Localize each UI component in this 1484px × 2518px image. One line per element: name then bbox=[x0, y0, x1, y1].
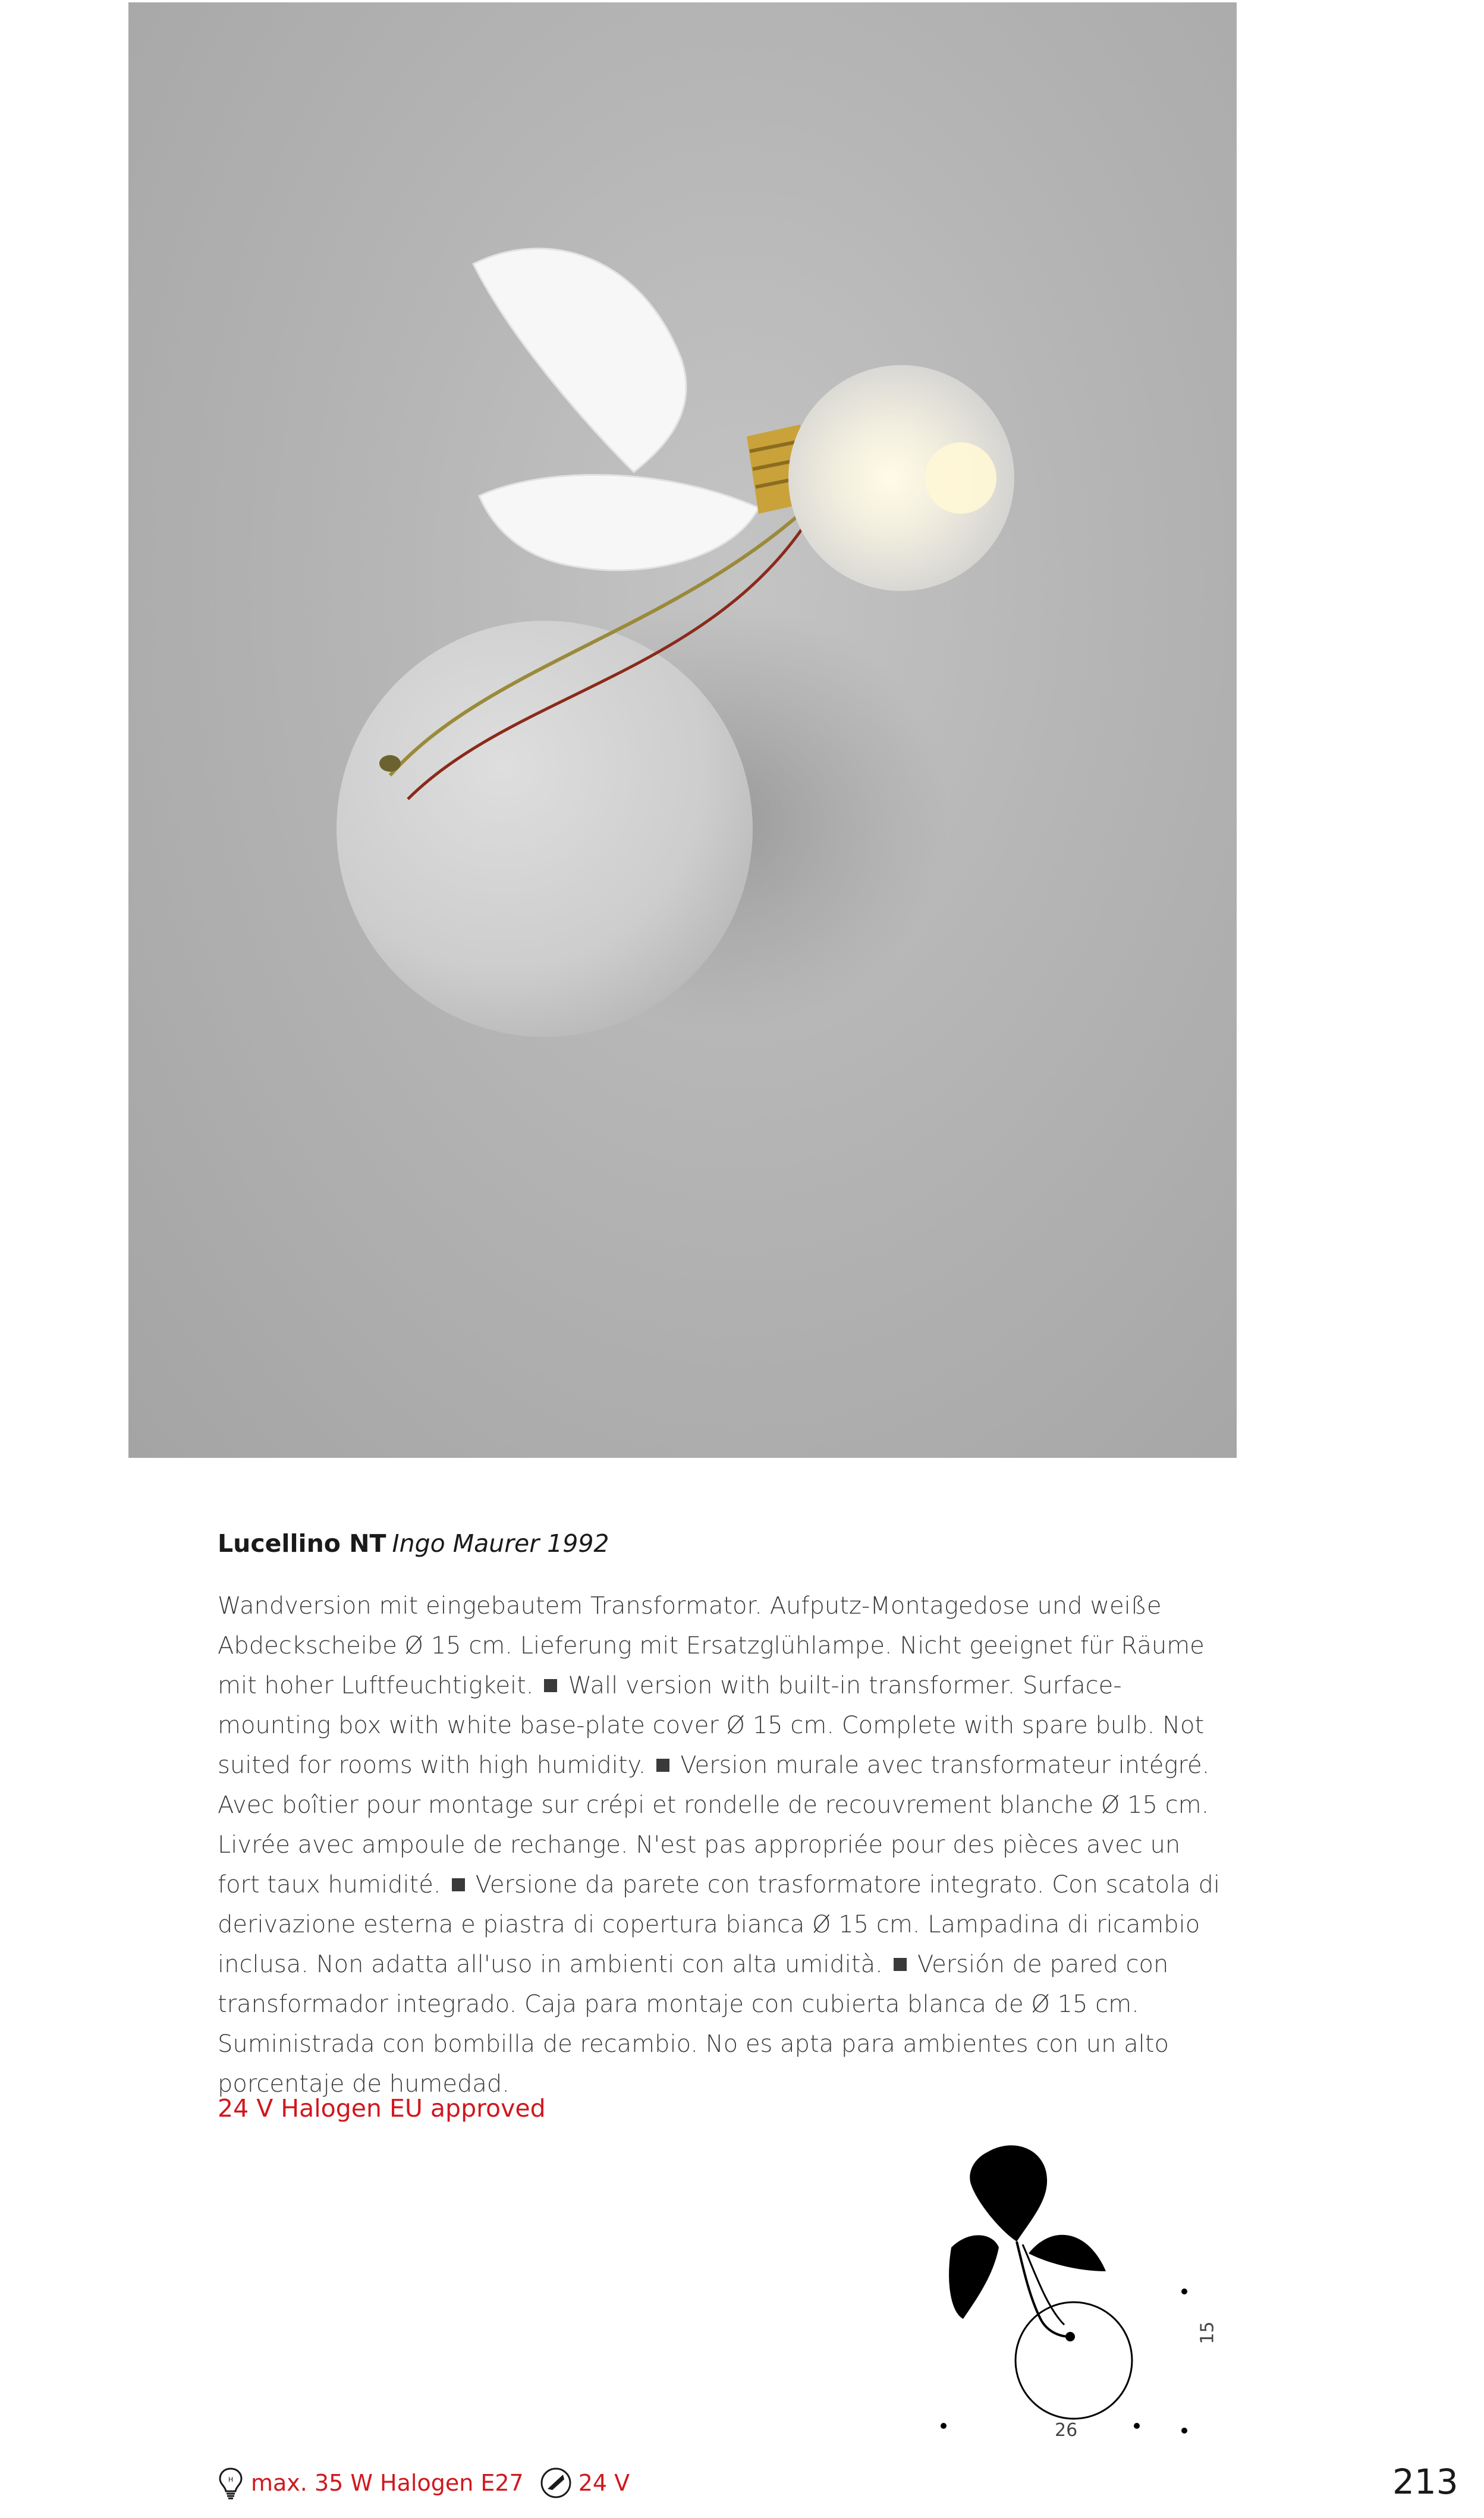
separator-square-icon bbox=[544, 1679, 557, 1692]
product-photo bbox=[128, 2, 1237, 1458]
dimension-width: 26 bbox=[1055, 2420, 1078, 2441]
product-heading bbox=[218, 1529, 609, 1558]
separator-square-icon bbox=[656, 1759, 669, 1772]
separator-square-icon bbox=[452, 1878, 465, 1891]
spec-footer bbox=[218, 2466, 630, 2500]
transformer-icon bbox=[539, 2466, 573, 2500]
svg-text:H: H bbox=[228, 2476, 234, 2484]
dimension-sketch bbox=[928, 2129, 1237, 2462]
voltage-spec: 24 V bbox=[578, 2470, 630, 2496]
bulb-spec: max. 35 W Halogen E27 bbox=[251, 2470, 524, 2496]
page-number: 213 bbox=[1392, 2462, 1458, 2502]
light-bulb-icon bbox=[218, 2466, 244, 2500]
description-fr: Version murale avec transformateur intégré. Avec boîtier pour montage sur crépi et rondelle de recouvrement blanche Ø 15 cm. Livrée avec ampoule de rechange. N'est pas appropriée pour des pièces avec un fort taux humidité. bbox=[218, 1752, 1210, 1898]
approval-note: 24 V Halogen EU approved bbox=[218, 2094, 546, 2123]
description-de: Wandversion mit eingebautem Transformator. Aufputz-Montagedose und weiße Abdeckscheibe Ø 15 cm. Lieferung mit Ersatzglühlampe. Nicht geeignet für Räume mit hoher Luftfeuchtigkeit. bbox=[218, 1592, 1205, 1699]
description-it: Versione da parete con trasformatore integrato. Con scatola di derivazione esterna e piastra di copertura bianca Ø 15 cm. Lampadina di ricambio inclusa. Non adatta all'uso in ambienti con alta umidità. bbox=[218, 1871, 1220, 1978]
product-designer: Ingo Maurer 1992 bbox=[392, 1529, 609, 1558]
dimension-height: 15 bbox=[1197, 2321, 1218, 2344]
description-en: Wall version with built-in transformer. Surface-mounting box with white base-plate cover Ø 15 cm. Complete with spare bulb. Not suited for rooms with high humidity. bbox=[218, 1672, 1205, 1779]
product-name: Lucellino NT bbox=[218, 1529, 386, 1558]
description-es: Versión de pared con transformador integrado. Caja para montaje con cubierta blanca de Ø 15 cm. Suministrada con bombilla de recambio. No es apta para ambientes con un alto porcentaje de humedad. bbox=[218, 1951, 1169, 2098]
separator-square-icon bbox=[894, 1958, 907, 1971]
product-description bbox=[218, 1586, 1222, 2104]
